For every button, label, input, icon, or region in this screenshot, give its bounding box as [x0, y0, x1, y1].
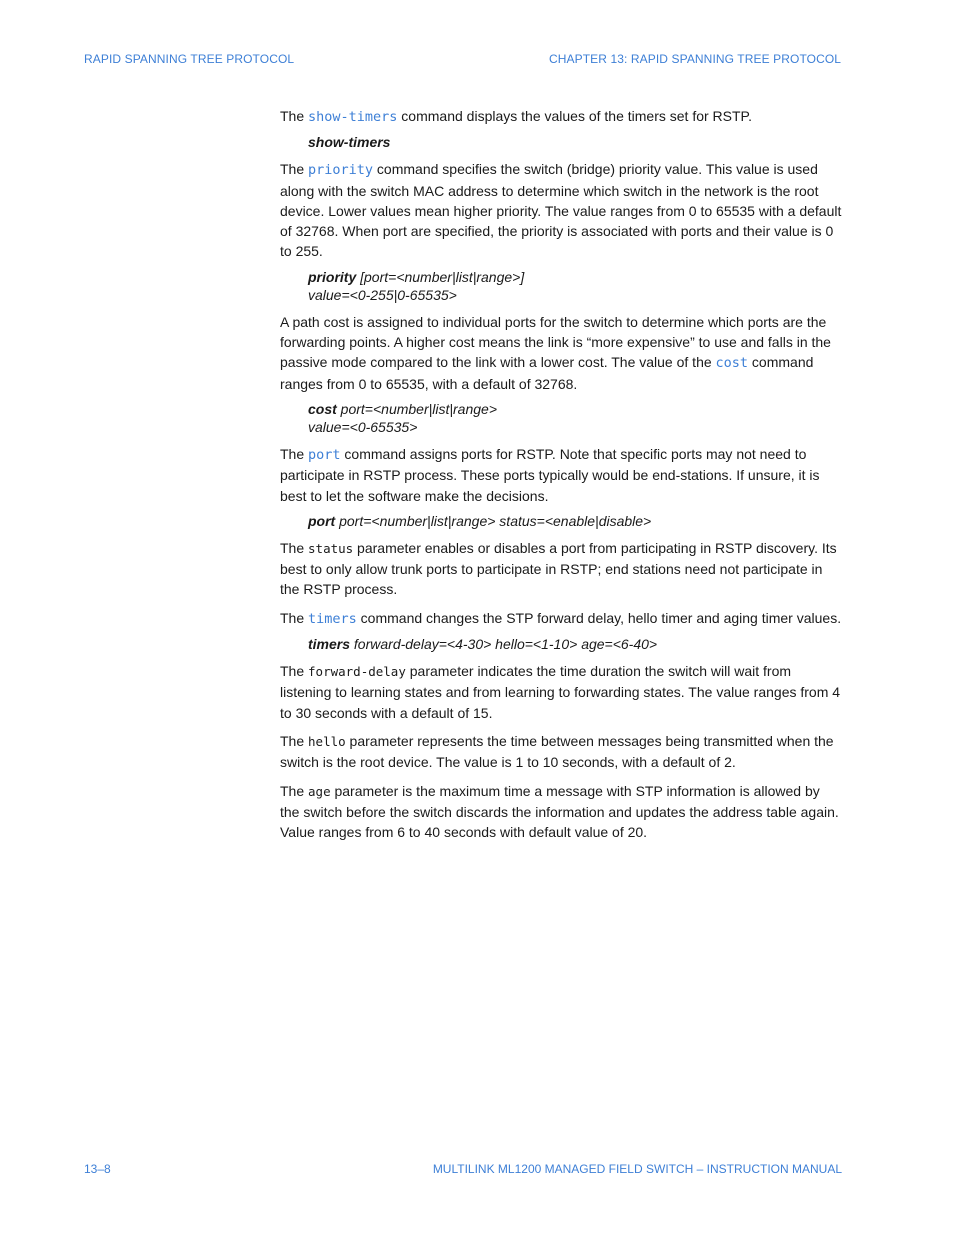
status-paragraph: The status parameter enables or disables a port from participating in RSTP discovery. Its best to only allow trunk ports to participate in RSTP; end stations need not participate in the RSTP process.: [280, 539, 837, 598]
show-timers-syntax: show-timers: [308, 134, 391, 151]
port-syntax: port port=<number|list|range> status=<enable|disable>: [308, 512, 652, 529]
timers-syntax: timers forward-delay=<4-30> hello=<1-10> age=<6-40>: [308, 636, 658, 653]
hello-parameter: hello: [308, 733, 346, 749]
status-parameter: status: [308, 540, 354, 556]
show-timers-command-link[interactable]: show-timers: [308, 109, 398, 125]
priority-paragraph: The priority command specifies the switch (bridge) priority value. This value is used along with the switch MAC address to determine which switch in the network is the root device. Lower values mean higher priority. The value ranges from 0 to 65535 with a default of 32768. When port are specified, the priority is associated with ports and their value is 0 to 255.: [280, 161, 842, 260]
hello-paragraph: The hello parameter represents the time between messages being transmitted when the switch is the root device. The value is 1 to 10 seconds, with a default of 2.: [280, 732, 834, 771]
running-header-chapter: CHAPTER 13: RAPID SPANNING TREE PROTOCOL: [549, 52, 842, 66]
forward-delay-paragraph: The forward-delay parameter indicates the time duration the switch will wait from listening to learning states and from learning to forwarding states. The value ranges from 4 to 30 seconds with a default of 15.: [280, 663, 841, 721]
priority-syntax: priority [port=<number|list|range>] value=<0-255|0-65535>: [308, 268, 525, 303]
age-paragraph: The age parameter is the maximum time a message with STP information is allowed by the switch before the switch discards the information and updates the address table again. Value ranges from 6 to 40 seconds with default value of 20.: [280, 782, 839, 841]
port-paragraph: The port command assigns ports for RSTP. Note that specific ports may not need to participate in RSTP process. These ports typically would be end-stations. If unsure, it is best to let the software make the decisions.: [280, 445, 820, 504]
timers-command-link[interactable]: timers: [308, 610, 357, 627]
cost-paragraph: A path cost is assigned to individual ports for the switch to determine which ports are the forwarding points. A higher cost means the link is “more expensive” to use and falls in the passive mode compared to the link with a lower cost. The value of the cost command ranges from 0 to 65535, with a default of 32768.: [280, 313, 831, 392]
priority-command-link[interactable]: priority: [308, 162, 374, 179]
page-number: 13–8: [84, 1162, 111, 1176]
timers-paragraph: The timers command changes the STP forward delay, hello timer and aging timer values.: [280, 609, 842, 627]
running-header-section: RAPID SPANNING TREE PROTOCOL: [84, 52, 295, 66]
page-body: [280, 106, 842, 850]
age-parameter: age: [308, 783, 331, 799]
cost-syntax: cost port=<number|list|range> value=<0-65535>: [308, 400, 497, 435]
port-command-link[interactable]: port: [308, 446, 341, 463]
manual-title: MULTILINK ML1200 MANAGED FIELD SWITCH – INSTRUCTION MANUAL: [432, 1162, 842, 1176]
cost-command-link[interactable]: cost: [715, 355, 749, 372]
forward-delay-parameter: forward-delay: [308, 664, 406, 680]
show-timers-paragraph: The show-timers command displays the values of the timers set for RSTP.: [280, 108, 752, 125]
